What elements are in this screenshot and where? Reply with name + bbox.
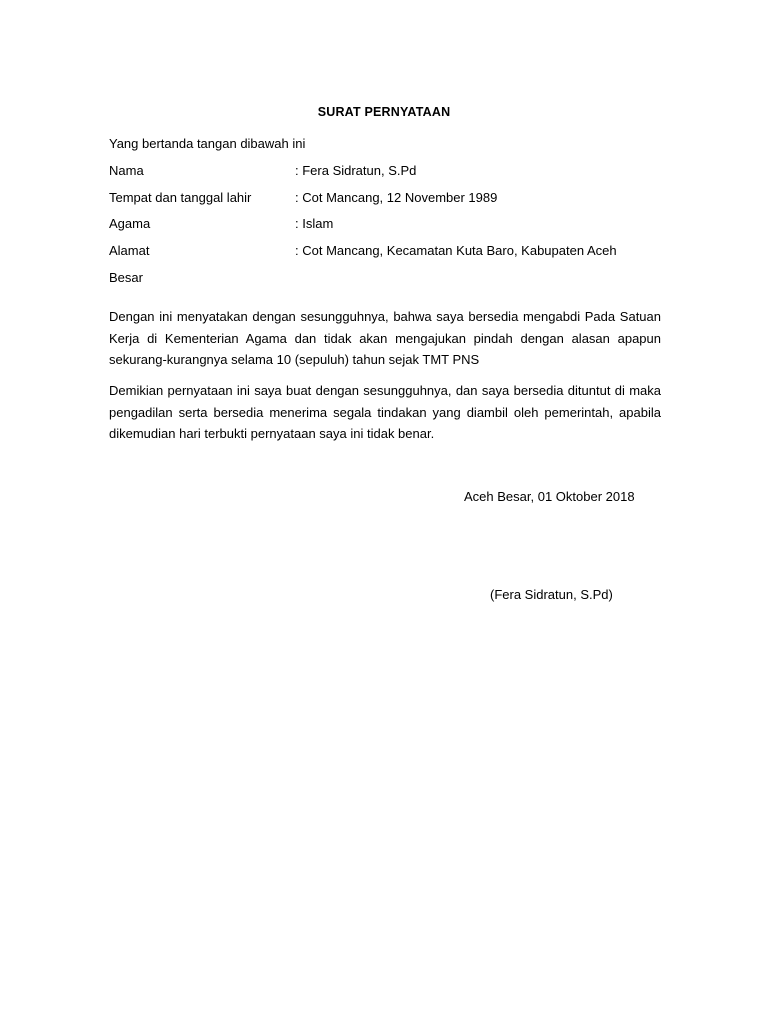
statement-paragraph-2: Demikian pernyataan ini saya buat dengan sesungguhnya, dan saya bersedia dituntut di maka pengadilan serta bersedia menerima segala tindakan yang diambil oleh pemerintah, apabila dikemudian hari terbukti pernyataan saya ini tidak benar. bbox=[109, 383, 661, 441]
address-continuation: Besar bbox=[109, 270, 143, 285]
place-and-date: Aceh Besar, 01 Oktober 2018 bbox=[464, 489, 635, 504]
field-value-tempat-tanggal-lahir: : Cot Mancang, 12 November 1989 bbox=[295, 190, 498, 205]
document-title: SURAT PERNYATAAN bbox=[317, 105, 451, 119]
field-value-nama: : Fera Sidratun, S.Pd bbox=[295, 163, 417, 178]
statement-paragraph-1: Dengan ini menyatakan dengan sesungguhnya, bahwa saya bersedia mengabdi Pada Satuan Kerja di Kementerian Agama dan tidak akan mengajukan pindah dengan alasan apapun sekurang-kurangnya selama 10 (sepuluh) tahun sejak TMT PNS bbox=[109, 309, 661, 367]
signature-name: (Fera Sidratun, S.Pd) bbox=[490, 587, 613, 602]
field-label-nama: Nama bbox=[109, 163, 144, 178]
field-label-agama: Agama bbox=[109, 216, 151, 231]
intro-text: Yang bertanda tangan dibawah ini bbox=[109, 136, 306, 151]
field-label-tempat-tanggal-lahir: Tempat dan tanggal lahir bbox=[109, 190, 252, 205]
field-label-alamat: Alamat bbox=[109, 243, 150, 258]
field-value-agama: : Islam bbox=[295, 216, 334, 231]
field-value-alamat: : Cot Mancang, Kecamatan Kuta Baro, Kabupaten Aceh bbox=[295, 243, 617, 258]
